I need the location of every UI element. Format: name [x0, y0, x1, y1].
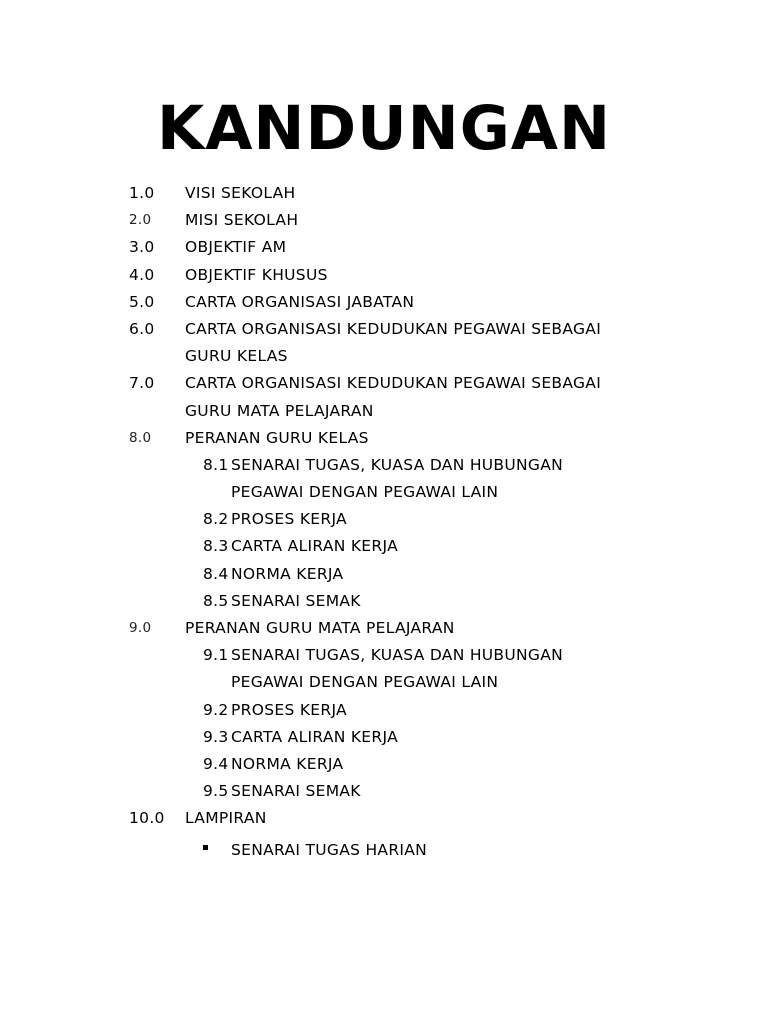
toc-entry-7 — [0, 370, 768, 397]
toc-entry-number: 4.0 — [129, 265, 155, 284]
toc-entry-title-continuation: GURU MATA PELAJARAN — [185, 401, 374, 420]
toc-entry-number: 6.0 — [129, 319, 155, 338]
toc-entry-number: 5.0 — [129, 292, 155, 311]
toc-entry-title: CARTA ORGANISASI JABATAN — [185, 292, 415, 311]
toc-subentry-title: PROSES KERJA — [231, 700, 347, 719]
toc-entry-title: MISI SEKOLAH — [185, 211, 299, 230]
toc-subentry-number: 8.5 — [203, 591, 229, 610]
toc-entry-6 — [0, 316, 768, 343]
toc-subentry-8-4 — [0, 561, 768, 588]
toc-subentry-title: PROSES KERJA — [231, 510, 347, 529]
toc-entry-number: 9.0 — [129, 620, 152, 636]
toc-subentry-title: SENARAI TUGAS, KUASA DAN HUBUNGAN — [231, 646, 564, 665]
toc-subentry-title: CARTA ALIRAN KERJA — [231, 537, 398, 556]
toc-entry-number: 8.0 — [129, 429, 152, 446]
toc-entry-number: 7.0 — [129, 374, 155, 393]
toc-subentry-number: 8.2 — [203, 510, 229, 529]
toc-bullet-item — [0, 833, 768, 865]
toc-entry-title: OBJEKTIF AM — [185, 238, 287, 257]
toc-entry-title: CARTA ORGANISASI KEDUDUKAN PEGAWAI SEBAGAI — [185, 374, 602, 393]
toc-subentry-number: 8.3 — [203, 537, 229, 556]
toc-subentry-title: NORMA KERJA — [231, 564, 344, 583]
toc-entry-4 — [0, 262, 768, 289]
toc-entry-number: 1.0 — [129, 184, 155, 202]
toc-entry-title-continuation: GURU KELAS — [185, 347, 288, 366]
toc-entry-3 — [0, 234, 768, 261]
toc-entry-5 — [0, 289, 768, 316]
toc-entry-title: VISI SEKOLAH — [185, 184, 296, 202]
toc-entry-10 — [0, 805, 768, 832]
toc-bullet-text: SENARAI TUGAS HARIAN — [231, 840, 428, 859]
toc-subentry-title-continuation: PEGAWAI DENGAN PEGAWAI LAIN — [231, 483, 499, 502]
toc-subentry-number: 9.1 — [203, 646, 229, 665]
toc-subentry-8-1-continuation — [0, 479, 768, 506]
toc-entry-7-continuation — [0, 398, 768, 425]
toc-subentry-number: 9.2 — [203, 700, 229, 719]
table-of-contents — [0, 180, 768, 865]
toc-subentry-title: NORMA KERJA — [231, 754, 344, 773]
toc-subentry-number: 9.5 — [203, 782, 229, 801]
square-bullet-icon — [203, 845, 208, 850]
toc-subentry-number: 9.3 — [203, 727, 229, 746]
toc-entry-6-continuation — [0, 343, 768, 370]
toc-subentry-9-1 — [0, 642, 768, 669]
toc-entry-number: 2.0 — [129, 212, 152, 229]
toc-subentry-title: SENARAI SEMAK — [231, 591, 361, 610]
toc-entry-number: 10.0 — [129, 809, 165, 828]
toc-subentry-title: CARTA ALIRAN KERJA — [231, 727, 398, 746]
toc-entry-1 — [0, 180, 768, 207]
toc-subentry-9-3 — [0, 724, 768, 751]
toc-entry-title: LAMPIRAN — [185, 809, 267, 828]
toc-subentry-9-1-continuation — [0, 669, 768, 696]
toc-entry-title: OBJEKTIF KHUSUS — [185, 265, 328, 284]
toc-subentry-title: SENARAI SEMAK — [231, 782, 361, 801]
toc-subentry-number: 9.4 — [203, 754, 229, 773]
toc-entry-title: CARTA ORGANISASI KEDUDUKAN PEGAWAI SEBAGAI — [185, 319, 602, 338]
toc-subentry-8-1 — [0, 452, 768, 479]
toc-subentry-9-5 — [0, 778, 768, 805]
toc-subentry-number: 8.1 — [203, 455, 229, 474]
toc-entry-9 — [0, 615, 768, 642]
toc-subentry-number: 8.4 — [203, 564, 229, 583]
toc-subentry-8-2 — [0, 506, 768, 533]
toc-subentry-9-2 — [0, 697, 768, 724]
toc-entry-number: 3.0 — [129, 238, 155, 257]
toc-subentry-title: SENARAI TUGAS, KUASA DAN HUBUNGAN — [231, 455, 564, 474]
toc-subentry-8-3 — [0, 533, 768, 560]
toc-entry-2 — [0, 207, 768, 234]
toc-entry-8 — [0, 425, 768, 452]
toc-entry-title: PERANAN GURU MATA PELAJARAN — [185, 619, 455, 637]
page-title: KANDUNGAN — [156, 93, 612, 164]
toc-subentry-title-continuation: PEGAWAI DENGAN PEGAWAI LAIN — [231, 673, 499, 692]
toc-entry-title: PERANAN GURU KELAS — [185, 428, 369, 447]
toc-subentry-9-4 — [0, 751, 768, 778]
toc-subentry-8-5 — [0, 588, 768, 615]
